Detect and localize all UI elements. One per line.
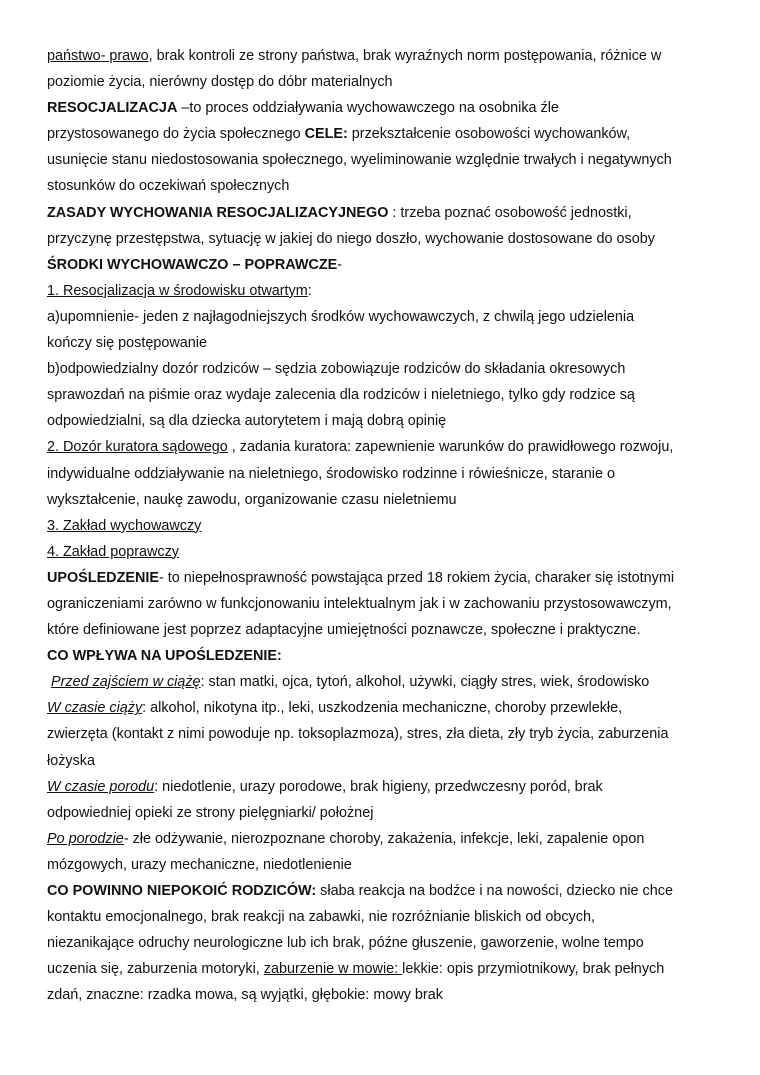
intro-line-2: poziomie życia, nierówny dostęp do dóbr materialnych bbox=[47, 74, 393, 91]
wplyw-ciaza-line-1 bbox=[47, 695, 723, 721]
resocjalizacja-line-2 bbox=[47, 121, 723, 147]
wplyw-ciaza-line-3: łożyska bbox=[47, 752, 95, 769]
srodki-a-line-2: kończy się postępowanie bbox=[47, 335, 207, 352]
niepokoic-line-1 bbox=[47, 878, 723, 904]
przed-label: Przed zajściem w ciążę bbox=[51, 674, 201, 691]
wplyw-po-line-2: mózgowych, urazy mechaniczne, niedotlenienie bbox=[47, 856, 352, 873]
niepokoic-heading: CO POWINNO NIEPOKOIĆ RODZICÓW: bbox=[47, 883, 317, 899]
srodki-item-1 bbox=[47, 278, 723, 304]
intro-line-1 bbox=[47, 43, 723, 69]
niepokoic-line-5: zdań, znaczne: rzadka mowa, są wyjątki, głębokie: mowy brak bbox=[47, 987, 443, 1004]
wplyw-porod-line-1 bbox=[47, 774, 723, 800]
srodki-item-2 bbox=[47, 434, 723, 460]
srodki-b-line-2: sprawozdań na piśmie oraz wydaje zalecenia dla rodziców i nieletniego, tylko gdy rodzice są bbox=[47, 387, 635, 404]
wplyw-ciaza-line-2: zwierzęta (kontakt z nimi powoduje np. toksoplazmoza), stres, zła dieta, zły tryb życia, zaburzenia bbox=[47, 726, 669, 743]
document-body bbox=[47, 43, 723, 1008]
item-2-label: 2. Dozór kuratora sądowego bbox=[47, 439, 228, 456]
text-span: - to niepełnosprawność powstająca przed 18 rokiem życia, charaker się istotnymi bbox=[158, 569, 675, 586]
text-span: - bbox=[337, 256, 343, 273]
intro-underlined-term: państwo- prawo, bbox=[47, 48, 153, 64]
uposledzenie-line-3: które definiowane jest poprzez adaptacyjne umiejętności poznawcze, społeczne i praktyczne. bbox=[47, 622, 641, 639]
porod-label: W czasie porodu bbox=[47, 778, 155, 795]
resocjalizacja-line-4: stosunków do oczekiwań społecznych bbox=[47, 178, 290, 195]
text-span: lekkie: opis przymiotnikowy, brak pełnych bbox=[402, 961, 665, 978]
text-span: : alkohol, nikotyna itp., leki, uszkodzenia mechaniczne, choroby przewlekłe, bbox=[142, 700, 623, 717]
cele-heading: CELE: bbox=[304, 126, 348, 143]
item-3-label: 3. Zakład wychowawczy bbox=[47, 517, 202, 534]
resocjalizacja-line-3: usunięcie stanu niedostosowania społecznego, wyeliminowanie względnie trwałych i negatywnych bbox=[47, 152, 672, 169]
wplyw-po-line-1 bbox=[47, 826, 723, 852]
text-span: , zadania kuratora: zapewnienie warunków do prawidłowego rozwoju, bbox=[227, 439, 674, 456]
text-span: : bbox=[307, 282, 312, 299]
item-4-label: 4. Zakład poprawczy bbox=[47, 543, 179, 560]
uposledzenie-line-2: ograniczeniami zarówno w funkcjonowaniu intelektualnym jak i w zachowaniu przystosowawczym, bbox=[47, 595, 672, 612]
text-span: przekształcenie osobowości wychowanków, bbox=[347, 126, 631, 143]
srodki-heading: ŚRODKI WYCHOWAWCZO – POPRAWCZE bbox=[47, 256, 338, 273]
niepokoic-line-4 bbox=[47, 956, 723, 982]
text-span: –to proces oddziaływania wychowawczego na osobnika źle bbox=[177, 100, 559, 117]
text-span: : niedotlenie, urazy porodowe, brak higieny, przedwczesny poród, brak bbox=[154, 778, 603, 795]
text-span: : trzeba poznać osobowość jednostki, bbox=[388, 204, 632, 221]
zasady-line-2: przyczynę przestępstwa, sytuację w jakiej do niego doszło, wychowanie dostosowane do osoby bbox=[47, 230, 655, 247]
text-span: uczenia się, zaburzenia motoryki, bbox=[47, 961, 264, 978]
zasady-heading: ZASADY WYCHOWANIA RESOCJALIZACYJNEGO bbox=[47, 204, 389, 221]
resocjalizacja-line-1 bbox=[47, 95, 723, 121]
niepokoic-line-3: niezanikające odruchy neurologiczne lub ich brak, późne głuszenie, gaworzenie, wolne tempo bbox=[47, 935, 644, 952]
srodki-item-4 bbox=[47, 539, 723, 565]
wplyw-porod-line-2: odpowiedniej opieki ze strony pielęgniarki/ położnej bbox=[47, 804, 374, 821]
srodki-b-line-3: odpowiedzialni, są dla dziecka autorytetem i mają dobrą opinię bbox=[47, 413, 447, 430]
text-span: : stan matki, ojca, tytoń, alkohol, używki, ciągły stres, wiek, środowisko bbox=[200, 674, 650, 691]
srodki-a-line-1: a)upomnienie- jeden z najłagodniejszych środków wychowawczych, z chwilą jego udzielenia bbox=[47, 308, 635, 325]
srodki-b-line-1: b)odpowiedzialny dozór rodziców – sędzia zobowiązuje rodziców do składania okresowych bbox=[47, 361, 626, 378]
text-span: słaba reakcja na bodźce i na nowości, dziecko nie chce bbox=[316, 883, 673, 899]
niepokoic-line-2: kontaktu emocjonalnego, brak reakcji na zabawki, nie rozróżnianie bliskich od obcych, bbox=[47, 909, 595, 926]
resocjalizacja-heading: RESOCJALIZACJA bbox=[47, 100, 178, 117]
uposledzenie-heading: UPOŚLEDZENIE bbox=[47, 569, 159, 586]
srodki-item-3 bbox=[47, 513, 723, 539]
text-span: - złe odżywanie, nierozpoznane choroby, zakażenia, infekcje, leki, zapalenie opon bbox=[123, 830, 645, 847]
ciaza-label: W czasie ciąży bbox=[47, 700, 143, 717]
zasady-line-1 bbox=[47, 200, 723, 226]
srodki-heading-line bbox=[47, 252, 723, 278]
item-1-label: 1. Resocjalizacja w środowisku otwartym bbox=[47, 282, 308, 299]
srodki-item-2-line-2: indywidualne oddziaływanie na nieletniego, środowisko rodzinne i rówieśnicze, staranie o bbox=[47, 465, 615, 482]
po-porodzie-label: Po porodzie bbox=[47, 830, 124, 847]
wplyw-przed-line bbox=[47, 669, 723, 695]
mowa-label: zaburzenie w mowie: bbox=[263, 961, 403, 978]
srodki-item-2-line-3: wykształcenie, naukę zawodu, organizowanie czasu nieletniemu bbox=[47, 491, 457, 508]
text-span: brak kontroli ze strony państwa, brak wyraźnych norm postępowania, różnice w bbox=[152, 48, 662, 64]
wplyw-heading: CO WPŁYWA NA UPOŚLEDZENIE: bbox=[47, 648, 282, 665]
uposledzenie-line-1 bbox=[47, 565, 723, 591]
text-span: przystosowanego do życia społecznego bbox=[47, 126, 305, 143]
